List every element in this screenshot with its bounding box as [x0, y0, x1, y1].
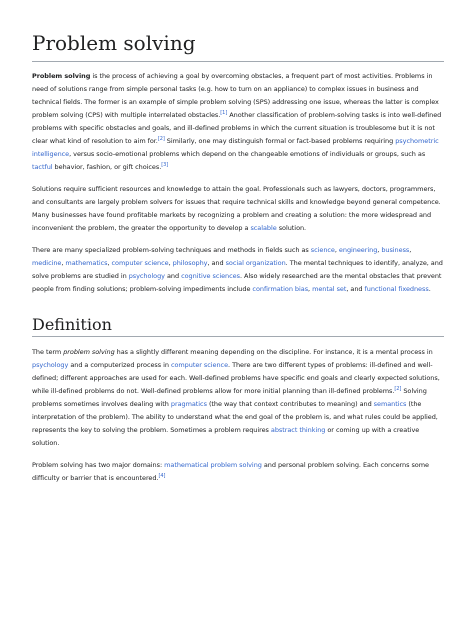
wiki-link[interactable]: medicine [32, 259, 62, 267]
text-run: Problem solving has two major domains: [32, 461, 165, 469]
text-run: has a slightly different meaning depending on the discipline. For instance, it is a mental process in [114, 348, 433, 356]
text-run: Solutions require sufficient resources and knowledge to attain the goal. Professionals such as lawyers, doctors, programmers, and consultants are largely problem solvers for issues that require technical skills and knowledge beyond general competence. Many businesses have found profitable markets by recognizing a problem and creating a solution: the more widespread and inconvenient the problem, the greater the opportunity to develop a [32, 185, 441, 232]
text-run: . The mental techniques to identify, analyze, and solve problems are studied in [32, 259, 443, 280]
wiki-link[interactable]: psychometric intelligence [32, 137, 439, 158]
text-run: There are many specialized problem-solving techniques and methods in fields such as [32, 246, 311, 254]
text-run: Similarly, one may distinguish formal or fact-based problems requiring [164, 137, 396, 145]
wiki-link[interactable]: tactful [32, 163, 53, 171]
citation-link[interactable]: [1] [220, 109, 228, 116]
wiki-link[interactable]: engineering [338, 246, 378, 254]
text-run: , versus socio-emotional problems which depend on the changeable emotions of individuals or groups, such as [69, 150, 426, 158]
text-run: , and [346, 285, 365, 293]
definition-paragraph-1 [32, 346, 444, 450]
text-run: . There are two different types of problems: ill-defined and well-defined; different approaches are used for each. Well-defined problems have specific end goals and clearly expected solutions, while ill-defined problems do not. Well-defined problems allow for more initial planning than ill-defined problems. [32, 361, 440, 395]
wiki-link[interactable]: mathematical problem solving [164, 461, 262, 469]
text-run: and a computerized process in [68, 361, 171, 369]
text-run: and personal problem solving. Each concerns some difficulty or barrier that is encountered. [32, 461, 429, 482]
wiki-link[interactable]: computer science [170, 361, 229, 369]
wiki-link[interactable]: functional fixedness [364, 285, 429, 293]
text-run: , [168, 259, 173, 267]
article [32, 30, 444, 485]
text-run: solution. [276, 224, 307, 232]
wiki-link[interactable]: scalable [250, 224, 277, 232]
wiki-link[interactable]: business [381, 246, 410, 254]
bold-term: Problem solving [32, 72, 91, 80]
intro-paragraph-1 [32, 70, 444, 174]
definition-paragraph-2 [32, 459, 444, 485]
text-run: , [107, 259, 112, 267]
text-run: , [409, 246, 412, 254]
text-run: or coming up with a creative solution. [32, 426, 420, 447]
wiki-link[interactable]: abstract thinking [270, 426, 326, 434]
text-run: , [377, 246, 382, 254]
wiki-link[interactable]: pragmatics [170, 400, 207, 408]
text-run: (the way that context contributes to meaning) and [206, 400, 374, 408]
wiki-link[interactable]: philosophy [172, 259, 208, 267]
citation-link[interactable]: [2] [394, 385, 402, 392]
wiki-link[interactable]: mathematics [65, 259, 108, 267]
text-run: Solving problems sometimes involves dealing with [32, 387, 427, 408]
citation-link[interactable]: [3] [161, 161, 169, 168]
text-run: . Also widely researched are the mental obstacles that prevent people from finding solutions; problem-solving impediments include [32, 272, 442, 293]
section-heading-definition: Definition [32, 315, 112, 334]
text-run: , [334, 246, 339, 254]
wiki-link[interactable]: cognitive sciences [181, 272, 240, 280]
wiki-link[interactable]: computer science [111, 259, 169, 267]
text-run: , and [207, 259, 226, 267]
text-run: The term [32, 348, 64, 356]
text-run: Another classification of problem-solving tasks is into well-defined problems with specific obstacles and goals, and ill-defined problems in which the current situation is troublesome but it is not clear what kind of resolution to aim for. [32, 111, 442, 145]
text-run: (the interpretation of the problem). The ability to understand what the end goal of the problem is, and what rules could be applied, represents the key to solving the problem. Sometimes a problem requires [32, 400, 438, 434]
text-run: and [164, 272, 182, 280]
citation-link[interactable]: [2] [157, 135, 165, 142]
intro-paragraph-3 [32, 244, 444, 296]
wiki-link[interactable]: science [310, 246, 335, 254]
wiki-link[interactable]: semantics [373, 400, 407, 408]
italic-term: problem solving [63, 348, 115, 356]
wiki-link[interactable]: psychology [128, 272, 165, 280]
text-run: . [428, 285, 431, 293]
intro-paragraph-2 [32, 183, 444, 235]
text-run: behavior, fashion, or gift choices. [52, 163, 162, 171]
wiki-link[interactable]: social organization [225, 259, 286, 267]
text-run: is the process of achieving a goal by overcoming obstacles, a frequent part of most activities. Problems in need of solutions range from simple personal tasks (e.g. how to turn on an appliance) to complex issues in business and technical fields. The former is an example of simple problem solving (SPS) addressing one issue, whereas the latter is complex problem solving (CPS) with multiple interrelated obstacles. [32, 72, 439, 119]
wiki-link[interactable]: confirmation bias [252, 285, 309, 293]
page-title: Problem solving [32, 31, 196, 55]
citation-link[interactable]: [4] [158, 472, 166, 479]
wiki-link[interactable]: psychology [32, 361, 69, 369]
text-run: , [61, 259, 66, 267]
text-run: , [308, 285, 313, 293]
wiki-link[interactable]: mental set [312, 285, 347, 293]
